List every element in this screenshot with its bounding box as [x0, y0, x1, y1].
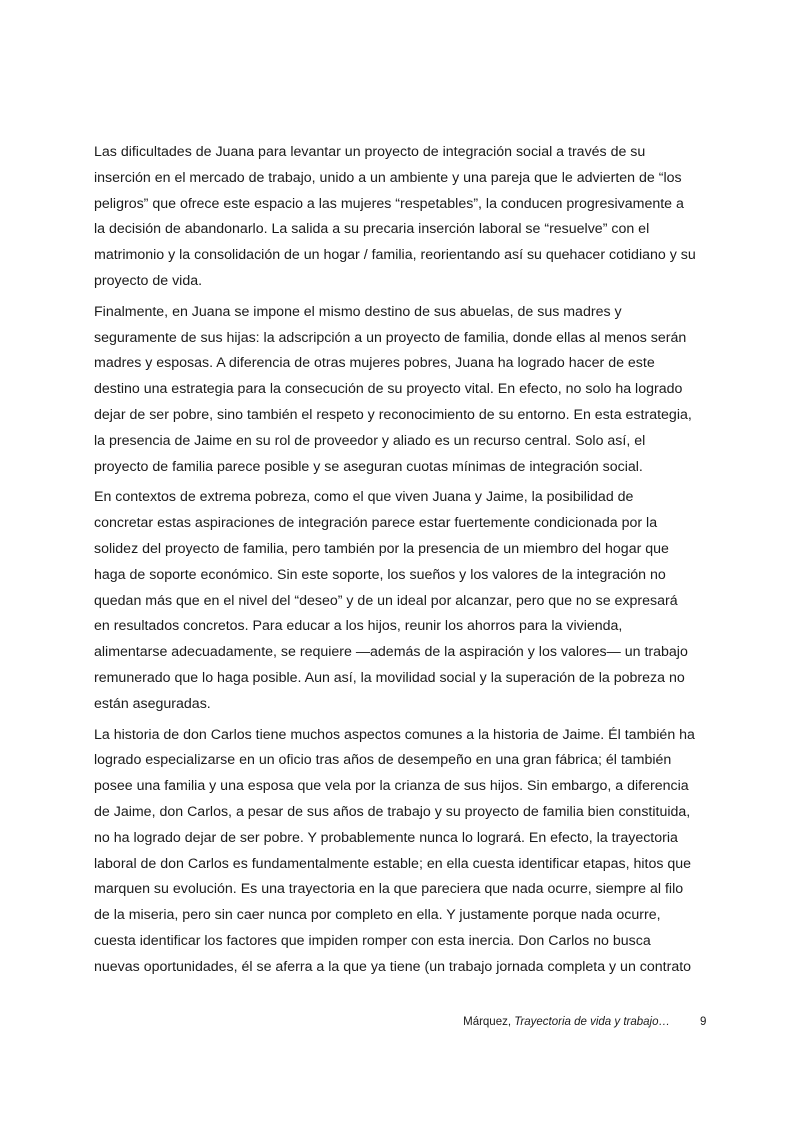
text-line: laboral de don Carlos es fundamentalmente estable; en ella cuesta identificar etapas, hitos que [94, 855, 692, 872]
paragraph-1 [94, 140, 712, 295]
text-line: concretar estas aspiraciones de integración parece estar fuertemente condicionada por la [94, 515, 658, 532]
paragraph-2 [94, 300, 712, 481]
text-line: nuevas oportunidades, él se aferra a la que ya tiene (un trabajo jornada completa y un contrato [94, 958, 692, 975]
text-line: matrimonio y la consolidación de un hogar / familia, reorientando así su quehacer cotidiano y su [94, 247, 696, 264]
text-line: inserción en el mercado de trabajo, unido a un ambiente y una pareja que le advierten de “los [94, 169, 682, 186]
text-line: peligros” que ofrece este espacio a las mujeres “respetables”, la conducen progresivamente a [94, 195, 684, 212]
paragraph-4 [94, 723, 712, 981]
text-line: en resultados concretos. Para educar a los hijos, reunir los ahorros para la vivienda, [94, 618, 623, 635]
page-number: 9 [700, 1016, 707, 1028]
paragraph-3 [94, 485, 712, 717]
text-line: logrado especializarse en un oficio tras años de desempeño en una gran fábrica; él también [94, 752, 672, 769]
text-line: posee una familia y una esposa que vela por la crianza de sus hijos. Sin embargo, a diferencia [94, 778, 689, 795]
text-line: seguramente de sus hijas: la adscripción a un proyecto de familia, donde ellas al menos serán [94, 329, 687, 346]
page-footer [0, 1014, 800, 1034]
text-line: quedan más que en el nivel del “deseo” y de un ideal por alcanzar, pero que no se expresará [94, 592, 678, 609]
text-line: solidez del proyecto de familia, pero también por la presencia de un miembro del hogar que [94, 540, 669, 557]
text-line: están aseguradas. [94, 695, 211, 712]
text-line: dejar de ser pobre, sino también el respeto y reconocimiento de su entorno. En esta estrategia, [94, 406, 692, 423]
text-line: madres y esposas. A diferencia de otras mujeres pobres, Juana ha logrado hacer de este [94, 355, 655, 372]
text-line: de Jaime, don Carlos, a pesar de sus años de trabajo y su proyecto de familia bien constituida, [94, 803, 691, 820]
text-line: haga de soporte económico. Sin este soporte, los sueños y los valores de la integración no [94, 566, 666, 583]
text-line: cuesta identificar los factores que impiden romper con esta inercia. Don Carlos no busca [94, 932, 651, 949]
text-line: destino una estrategia para la consecución de su proyecto vital. En efecto, no solo ha logrado [94, 381, 683, 398]
text-line: Las dificultades de Juana para levantar un proyecto de integración social a través de su [94, 144, 646, 160]
text-line: En contextos de extrema pobreza, como el que viven Juana y Jaime, la posibilidad de [94, 489, 634, 506]
text-line: alimentarse adecuadamente, se requiere —además de la aspiración y los valores— un trabajo [94, 644, 688, 661]
text-line: marquen su evolución. Es una trayectoria en la que pareciera que nada ocurre, siempre al filo [94, 881, 684, 898]
text-line: no ha logrado dejar de ser pobre. Y probablemente nunca lo logrará. En efecto, la trayectoria [94, 829, 678, 846]
text-line: La historia de don Carlos tiene muchos aspectos comunes a la historia de Jaime. Él también ha [94, 726, 695, 743]
document-body [94, 140, 712, 986]
text-line: la presencia de Jaime en su rol de proveedor y aliado es un recurso central. Solo así, el [94, 432, 646, 449]
footer-title: Trayectoria de vida y trabajo… [514, 1016, 670, 1028]
text-line: remunerado que lo haga posible. Aun así, la movilidad social y la superación de la pobreza no [94, 669, 685, 686]
footer-author: Márquez, [463, 1016, 512, 1028]
text-line: proyecto de vida. [94, 272, 203, 289]
text-line: de la miseria, pero sin caer nunca por completo en ella. Y justamente porque nada ocurre, [94, 907, 661, 924]
text-line: la decisión de abandonarlo. La salida a su precaria inserción laboral se “resuelve” con el [94, 221, 650, 238]
text-line: Finalmente, en Juana se impone el mismo destino de sus abuelas, de sus madres y [94, 303, 622, 320]
text-line: proyecto de familia parece posible y se aseguran cuotas mínimas de integración social. [94, 458, 643, 475]
running-footer [463, 1014, 670, 1030]
